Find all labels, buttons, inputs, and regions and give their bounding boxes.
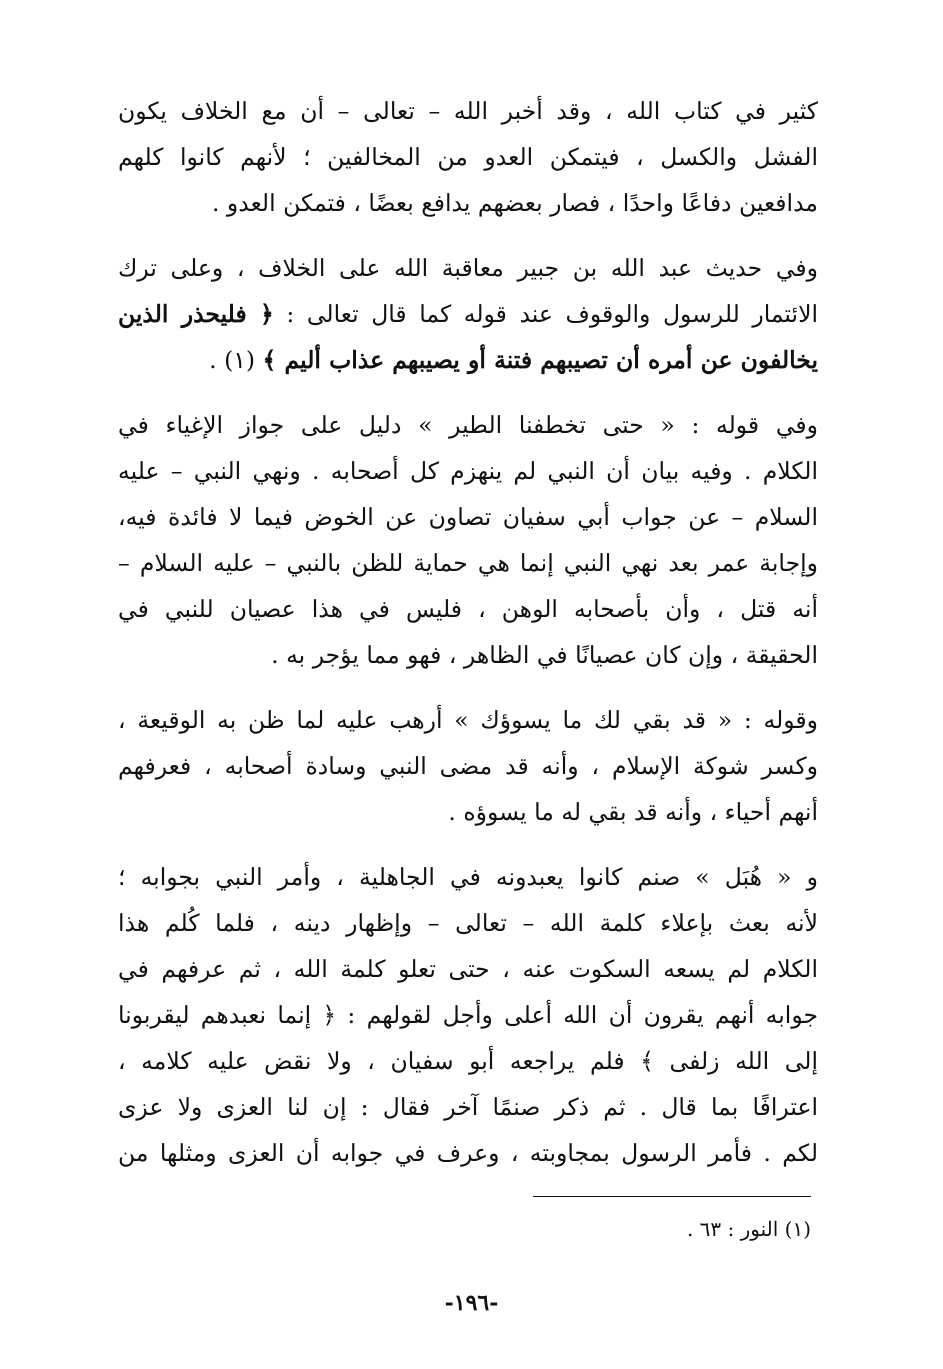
paragraph-5 xyxy=(118,854,818,1176)
text-line: الحقيقة ، وإن كان عصيانًا في الظاهر ، فهو مما يؤجر به . xyxy=(271,641,818,669)
paragraph-2 xyxy=(118,245,818,383)
footnote: (١) النور : ٦٣ . xyxy=(686,1217,811,1241)
text-line: وإجابة عمر بعد نهي النبي إنما هي حماية للظن بالنبي – عليه السلام – xyxy=(118,549,818,577)
quran-quote: ﴿ فليحذر الذين xyxy=(118,300,274,328)
body-text xyxy=(118,88,818,1195)
text-line: جوابه أنهم يقرون أن الله أعلى وأجل لقولهم : ﴿ إنما نعبدهم ليقربونا xyxy=(118,1001,818,1029)
text-line: لأنه بعث بإعلاء كلمة الله – تعالى – وإظهار دينه ، فلما كُلم هذا xyxy=(118,909,818,937)
text-line: اعترافًا بما قال . ثم ذكر صنمًا آخر فقال : إن لنا العزى ولا عزى xyxy=(118,1093,818,1121)
text-line: كثير في كتاب الله ، وقد أخبر الله – تعالى – أن مع الخلاف يكون xyxy=(118,97,818,125)
text-line: أنه قتل ، وأن بأصحابه الوهن ، فليس في هذا عصيان للنبي في xyxy=(118,595,818,623)
text-line: السلام – عن جواب أبي سفيان تصاون عن الخوض فيما لا فائدة فيه، xyxy=(118,503,818,531)
text-line: مدافعين دفاعًا واحدًا ، فصار بعضهم يدافع بعضًا ، فتمكن العدو . xyxy=(211,189,818,217)
text-line: الكلام لم يسعه السكوت عنه ، حتى تعلو كلمة الله ، ثم عرفهم في xyxy=(118,955,818,983)
quran-quote: يخالفون عن أمره أن تصيبهم فتنة أو يصيبهم عذاب أليم ﴾ xyxy=(262,346,818,374)
text-line: إلى الله زلفى ﴾ فلم يراجعه أبو سفيان ، ولا نقض عليه كلامه ، xyxy=(118,1047,818,1075)
text-line: و « هُبَل » صنم كانوا يعبدونه في الجاهلية ، وأمر النبي بجوابه ؛ xyxy=(118,863,818,891)
paragraph-4 xyxy=(118,697,818,835)
paragraph-3 xyxy=(118,402,818,678)
text-line xyxy=(118,337,818,383)
text-line: وفي قوله : « حتى تخطفنا الطير » دليل على جواز الإغياء في xyxy=(118,411,818,439)
text-line: الكلام . وفيه بيان أن النبي لم ينهزم كل أصحابه . ونهي النبي – عليه xyxy=(118,457,818,485)
footnote-divider xyxy=(533,1196,811,1197)
text-line: وقوله : « قد بقي لك ما يسوؤك » أرهب عليه لما ظن به الوقيعة ، xyxy=(118,706,818,734)
page-number: -١٩٦- xyxy=(444,1290,499,1316)
text-line: لكم . فأمر الرسول بمجاوبته ، وعرف في جوابه أن العزى ومثلها من xyxy=(118,1139,818,1167)
line-text: الائتمار للرسول والوقوف عند قوله كما قال تعالى : xyxy=(286,300,818,328)
text-line xyxy=(118,291,818,337)
footnote-ref: (١) . xyxy=(209,346,256,374)
text-line: أنهم أحياء ، وأنه قد بقي له ما يسوؤه . xyxy=(448,798,818,826)
text-line: وفي حديث عبد الله بن جبير معاقبة الله على الخلاف ، وعلى ترك xyxy=(118,254,818,282)
text-line: الفشل والكسل ، فيتمكن العدو من المخالفين ؛ لأنهم كانوا كلهم xyxy=(118,143,818,171)
text-line: وكسر شوكة الإسلام ، وأنه قد مضى النبي وسادة أصحابه ، فعرفهم xyxy=(118,752,818,780)
paragraph-1 xyxy=(118,88,818,226)
